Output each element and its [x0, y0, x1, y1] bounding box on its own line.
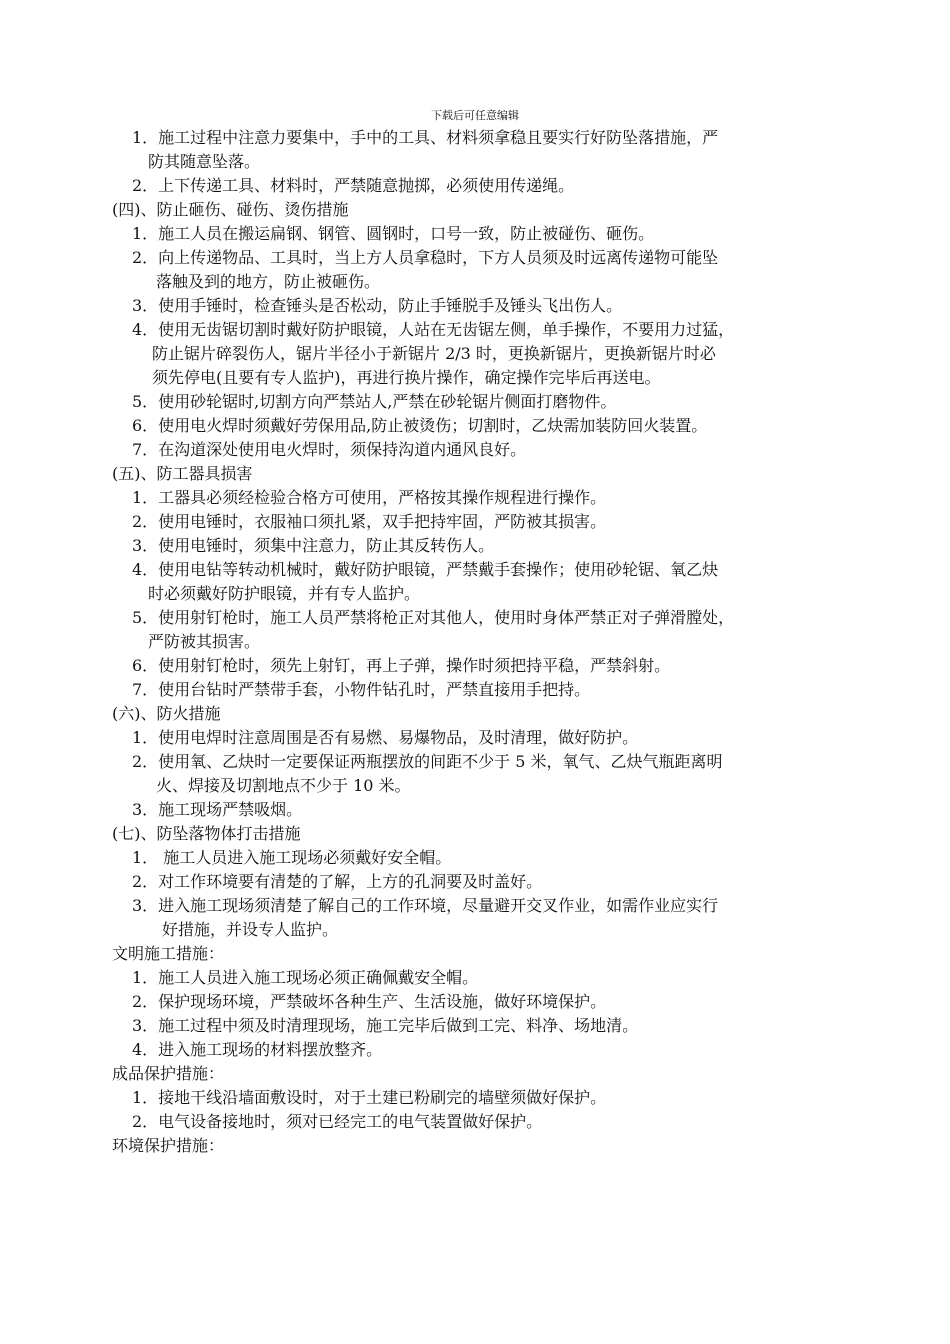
list-item: 1． 施工人员进入施工现场必须戴好安全帽。 [132, 848, 452, 867]
list-item-continuation: 时必须戴好防护眼镜，并有专人监护。 [148, 584, 421, 603]
list-item: 1．接地干线沿墙面敷设时，对于土建已粉刷完的墙壁须做好保护。 [132, 1088, 607, 1107]
list-item: 1．施工过程中注意力要集中，手中的工具、材料须拿稳且要实行好防坠落措施，严 [132, 128, 719, 147]
list-item: 1．使用电焊时注意周围是否有易燃、易爆物品，及时清理，做好防护。 [132, 728, 639, 747]
list-item: 4．进入施工现场的材料摆放整齐。 [132, 1040, 383, 1059]
section-heading: 环境保护措施： [112, 1136, 225, 1155]
list-item: 2．向上传递物品、工具时，当上方人员拿稳时，下方人员须及时远离传递物可能坠 [132, 248, 719, 267]
list-item-continuation: 须先停电(且要有专人监护)，再进行换片操作，确定操作完毕后再送电。 [152, 368, 661, 387]
list-item: 7．使用台钻时严禁带手套，小物件钻孔时，严禁直接用手把持。 [132, 680, 591, 699]
section-heading: (六)、防火措施 [112, 704, 221, 723]
document-body [112, 126, 852, 1158]
section-heading: 成品保护措施： [112, 1064, 225, 1083]
list-item: 1．工器具必须经检验合格方可使用，严格按其操作规程进行操作。 [132, 488, 607, 507]
list-item-continuation: 防止锯片碎裂伤人，锯片半径小于新锯片 2/3 时，更换新锯片，更换新锯片时必 [152, 344, 716, 363]
list-item: 6．使用射钉枪时，须先上射钉，再上子弹，操作时须把持平稳，严禁斜射。 [132, 656, 671, 675]
list-item: 2．保护现场环境，严禁破坏各种生产、生活设施，做好环境保护。 [132, 992, 607, 1011]
list-item: 3．使用电锤时，须集中注意力，防止其反转伤人。 [132, 536, 495, 555]
list-item: 2．对工作环境要有清楚的了解，上方的孔洞要及时盖好。 [132, 872, 543, 891]
list-item: 3．施工现场严禁吸烟。 [132, 800, 303, 819]
list-item: 4．使用无齿锯切割时戴好防护眼镜，人站在无齿锯左侧，单手操作，不要用力过猛， [132, 320, 735, 339]
list-item: 2．上下传递工具、材料时，严禁随意抛掷，必须使用传递绳。 [132, 176, 575, 195]
list-item-continuation: 严防被其损害。 [148, 632, 261, 651]
list-item-continuation: 火、焊接及切割地点不少于 10 米。 [156, 776, 411, 795]
section-heading: (五)、防工器具损害 [112, 464, 253, 483]
list-item: 5．使用砂轮锯时,切割方向严禁站人,严禁在砂轮锯片侧面打磨物件。 [132, 392, 617, 411]
list-item: 6．使用电火焊时须戴好劳保用品,防止被烫伤；切割时，乙炔需加装防回火装置。 [132, 416, 708, 435]
list-item: 1．施工人员在搬运扁钢、钢管、圆钢时，口号一致，防止被碰伤、砸伤。 [132, 224, 655, 243]
list-item: 4．使用电钻等转动机械时，戴好防护眼镜，严禁戴手套操作；使用砂轮锯、氧乙炔 [132, 560, 719, 579]
list-item: 3．施工过程中须及时清理现场，施工完毕后做到工完、料净、场地清。 [132, 1016, 639, 1035]
list-item: 3．进入施工现场须清楚了解自己的工作环境，尽量避开交叉作业，如需作业应实行 [132, 896, 719, 915]
list-item-continuation: 防其随意坠落。 [148, 152, 261, 171]
list-item: 7．在沟道深处使用电火焊时，须保持沟道内通风良好。 [132, 440, 527, 459]
list-item: 2．使用氧、乙炔时一定要保证两瓶摆放的间距不少于 5 米，氧气、乙炔气瓶距离明 [132, 752, 723, 771]
list-item: 2．电气设备接地时，须对已经完工的电气装置做好保护。 [132, 1112, 543, 1131]
list-item-continuation: 好措施，并设专人监护。 [162, 920, 339, 939]
section-heading: (四)、防止砸伤、碰伤、烫伤措施 [112, 200, 349, 219]
section-heading: (七)、防坠落物体打击措施 [112, 824, 301, 843]
list-item: 5．使用射钉枪时，施工人员严禁将枪正对其他人，使用时身体严禁正对子弹滑膛处， [132, 608, 735, 627]
list-item-continuation: 落触及到的地方，防止被砸伤。 [156, 272, 381, 291]
page-header: 下载后可任意编辑 [431, 109, 519, 122]
list-item: 2．使用电锤时，衣服袖口须扎紧，双手把持牢固，严防被其损害。 [132, 512, 607, 531]
section-heading: 文明施工措施： [112, 944, 225, 963]
list-item: 3．使用手锤时，检查锤头是否松动，防止手锤脱手及锤头飞出伤人。 [132, 296, 623, 315]
list-item: 1．施工人员进入施工现场必须正确佩戴安全帽。 [132, 968, 479, 987]
